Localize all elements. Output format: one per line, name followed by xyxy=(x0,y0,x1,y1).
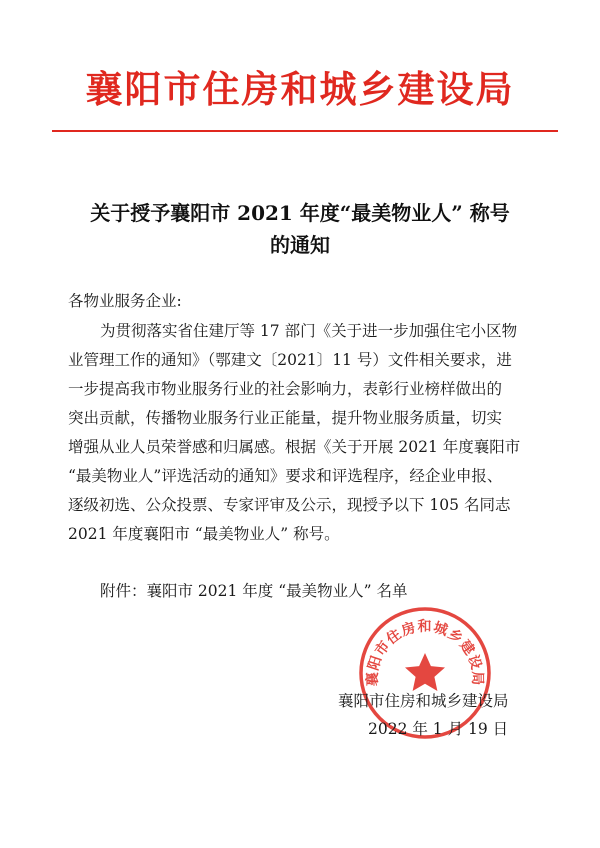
seal-star-icon xyxy=(405,653,445,691)
letterhead-red-rule xyxy=(52,130,558,132)
body-line: 业管理工作的通知》（鄂建文〔2021〕11 号）文件相关要求，进 xyxy=(68,351,512,369)
body-line: 为贯彻落实省住建厅等 17 部门《关于进一步加强住宅小区物 xyxy=(100,322,518,340)
svg-text:襄阳市住房和城乡建设局: 襄阳市住房和城乡建设局 xyxy=(364,619,486,687)
body-line: 突出贡献，传播物业服务行业正能量，提升物业服务质量，切实 xyxy=(68,409,503,427)
letterhead-title: 襄阳市住房和城乡建设局 xyxy=(85,68,515,111)
notice-title-line-1: 关于授予襄阳市 2021 年度“最美物业人” 称号 xyxy=(90,201,510,225)
body-line: 一步提高我市物业服务行业的社会影响力，表彰行业榜样做出的 xyxy=(68,380,503,398)
body-line: 2021 年度襄阳市 “最美物业人” 称号。 xyxy=(68,525,340,543)
attachment-line: 附件：襄阳市 2021 年度 “最美物业人” 名单 xyxy=(100,582,408,600)
signature-org: 襄阳市住房和城乡建设局 xyxy=(338,692,509,710)
signature-date: 2022 年 1 月 19 日 xyxy=(368,720,509,738)
body-line: “最美物业人”评选活动的通知》要求和评选程序，经企业申报、 xyxy=(68,467,503,485)
body-line: 逐级初选、公众投票、专家评审及公示，现授予以下 105 名同志 xyxy=(68,496,511,514)
body-line: 增强从业人员荣誉感和归属感。根据《关于开展 2021 年度襄阳市 xyxy=(68,438,521,456)
salutation: 各物业服务企业: xyxy=(68,292,182,310)
notice-title-line-2: 的通知 xyxy=(270,233,330,257)
